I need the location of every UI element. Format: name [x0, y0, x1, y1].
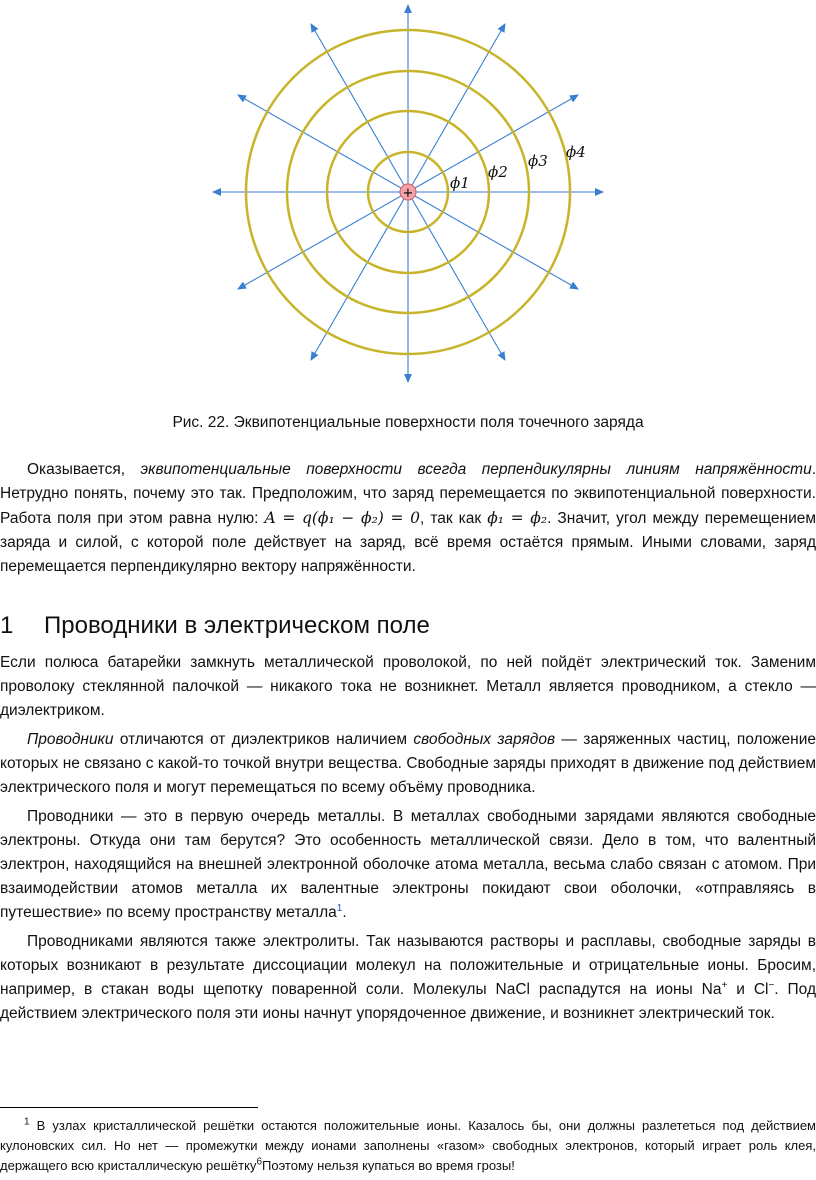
footnote-divider — [0, 1107, 258, 1108]
para1-text4: . Значит, угол между перемещением заряда и силой, с которой поле действует на заряд, всё время остаётся прямым. Иными словами, заряд перемещается перпендикулярно вектору напряжённости. — [0, 510, 816, 575]
equipotential-figure — [208, 0, 608, 390]
footnote-number: 1 — [24, 1116, 30, 1128]
para1-emphasis: эквипотенциальные поверхности всегда перпендикулярны линиям напряжённости — [140, 461, 812, 478]
para3-text1: отличаются от диэлектриков наличием — [113, 731, 414, 748]
para5-text1: Проводниками являются также электролиты. Так называются растворы и расплавы, свободные заряды в которых возникают в результате диссоциации молекул на положительные и отрицательные ионы. Бросим, например, в стакан воды щепотку поваренной соли. Молекулы NaCl распадутся на ионы Na — [0, 933, 816, 998]
footnote-text: В узлах кристаллической решётки остаются положительные ионы. Казалось бы, они должны разлететься под действием кулоновских сил. Но нет — промежутки между ионами заполнены «газом» свободных электронов, который играет роль клея, держащего всю кристаллическую решётку — [0, 1118, 816, 1173]
body-text — [0, 651, 816, 1026]
paragraph-electrolytes — [0, 930, 816, 1026]
para5-text3: . Под действием электрического поля эти ионы начнут упорядоченное движение, и возникнет электрический ток. — [0, 981, 816, 1022]
footnote-sup: 6 — [256, 1156, 262, 1168]
work-formula: A = q(ϕ₁ − ϕ₂) = 0 — [264, 509, 420, 527]
footnote — [0, 1116, 816, 1176]
footnote-tail: Поэтому нельзя купаться во время грозы! — [262, 1158, 515, 1173]
field-line-6 — [311, 24, 408, 192]
para4-text2: . — [342, 904, 347, 921]
para1-text3: , так как — [419, 510, 488, 527]
field-line-10 — [238, 95, 408, 192]
para5-text2: и Cl — [727, 981, 769, 998]
footnote-ref[interactable]: 1 — [336, 902, 343, 914]
label-phi4: ϕ4 — [566, 143, 586, 161]
plus-sign: + — [721, 979, 728, 991]
label-phi3: ϕ3 — [528, 152, 548, 170]
field-line-8 — [311, 192, 408, 360]
para1-text2: . Нетрудно понять, почему это так. Предположим, что заряд перемещается по эквипотенциальной поверхности. Работа поля при этом равна нулю: — [0, 461, 816, 527]
para1-text1: Оказывается, — [27, 461, 141, 478]
charge-sign: + — [402, 186, 414, 201]
section-heading — [0, 610, 430, 642]
para4-text1: Проводники — это в первую очередь металлы. В металлах свободными зарядами являются свободные электроны. Откуда они там берутся? Это особенность металлической связи. Дело в том, что валентный электрон, находящийся на внешней электронной оболочке атома металла, весьма слабо связан с атомом. При взаимодействии атомов металла их валентные электроны покидают свои оболочки, «отправляясь в путешествие» по всему пространству металла — [0, 808, 816, 921]
paragraph-equipotential — [0, 458, 816, 579]
equality-formula: ϕ₁ = ϕ₂ — [487, 509, 548, 527]
section-number: 1 — [0, 612, 14, 639]
para3-em2: свободных зарядов — [413, 731, 556, 748]
para3-text2: — заряженных частиц, положение которых не связано с какой-то точкой внутри вещества. Свободные заряды приходят в движение под действием электрического поля и могут перемещаться по всему объёму проводника. — [0, 731, 816, 796]
section-title: Проводники в электрическом поле — [44, 612, 430, 639]
minus-sign: − — [768, 979, 775, 991]
field-line-12 — [238, 192, 408, 289]
figure-caption: Рис. 22. Эквипотенциальные поверхности поля точечного заряда — [172, 414, 644, 431]
field-line-11 — [408, 192, 578, 289]
paragraph-conductors — [0, 728, 816, 800]
label-phi1: ϕ1 — [450, 174, 470, 192]
para3-em1: Проводники — [27, 731, 114, 748]
paragraph-metals — [0, 805, 816, 925]
paragraph-battery: Если полюса батарейки замкнуть металлической проволокой, по ней пойдёт электрический ток. Заменим проволоку стеклянной палочкой — никакого тока не возникнет. Металл является проводником, а стекло — диэлектриком. — [0, 654, 816, 719]
label-phi2: ϕ2 — [488, 163, 508, 181]
field-line-7 — [408, 192, 505, 360]
